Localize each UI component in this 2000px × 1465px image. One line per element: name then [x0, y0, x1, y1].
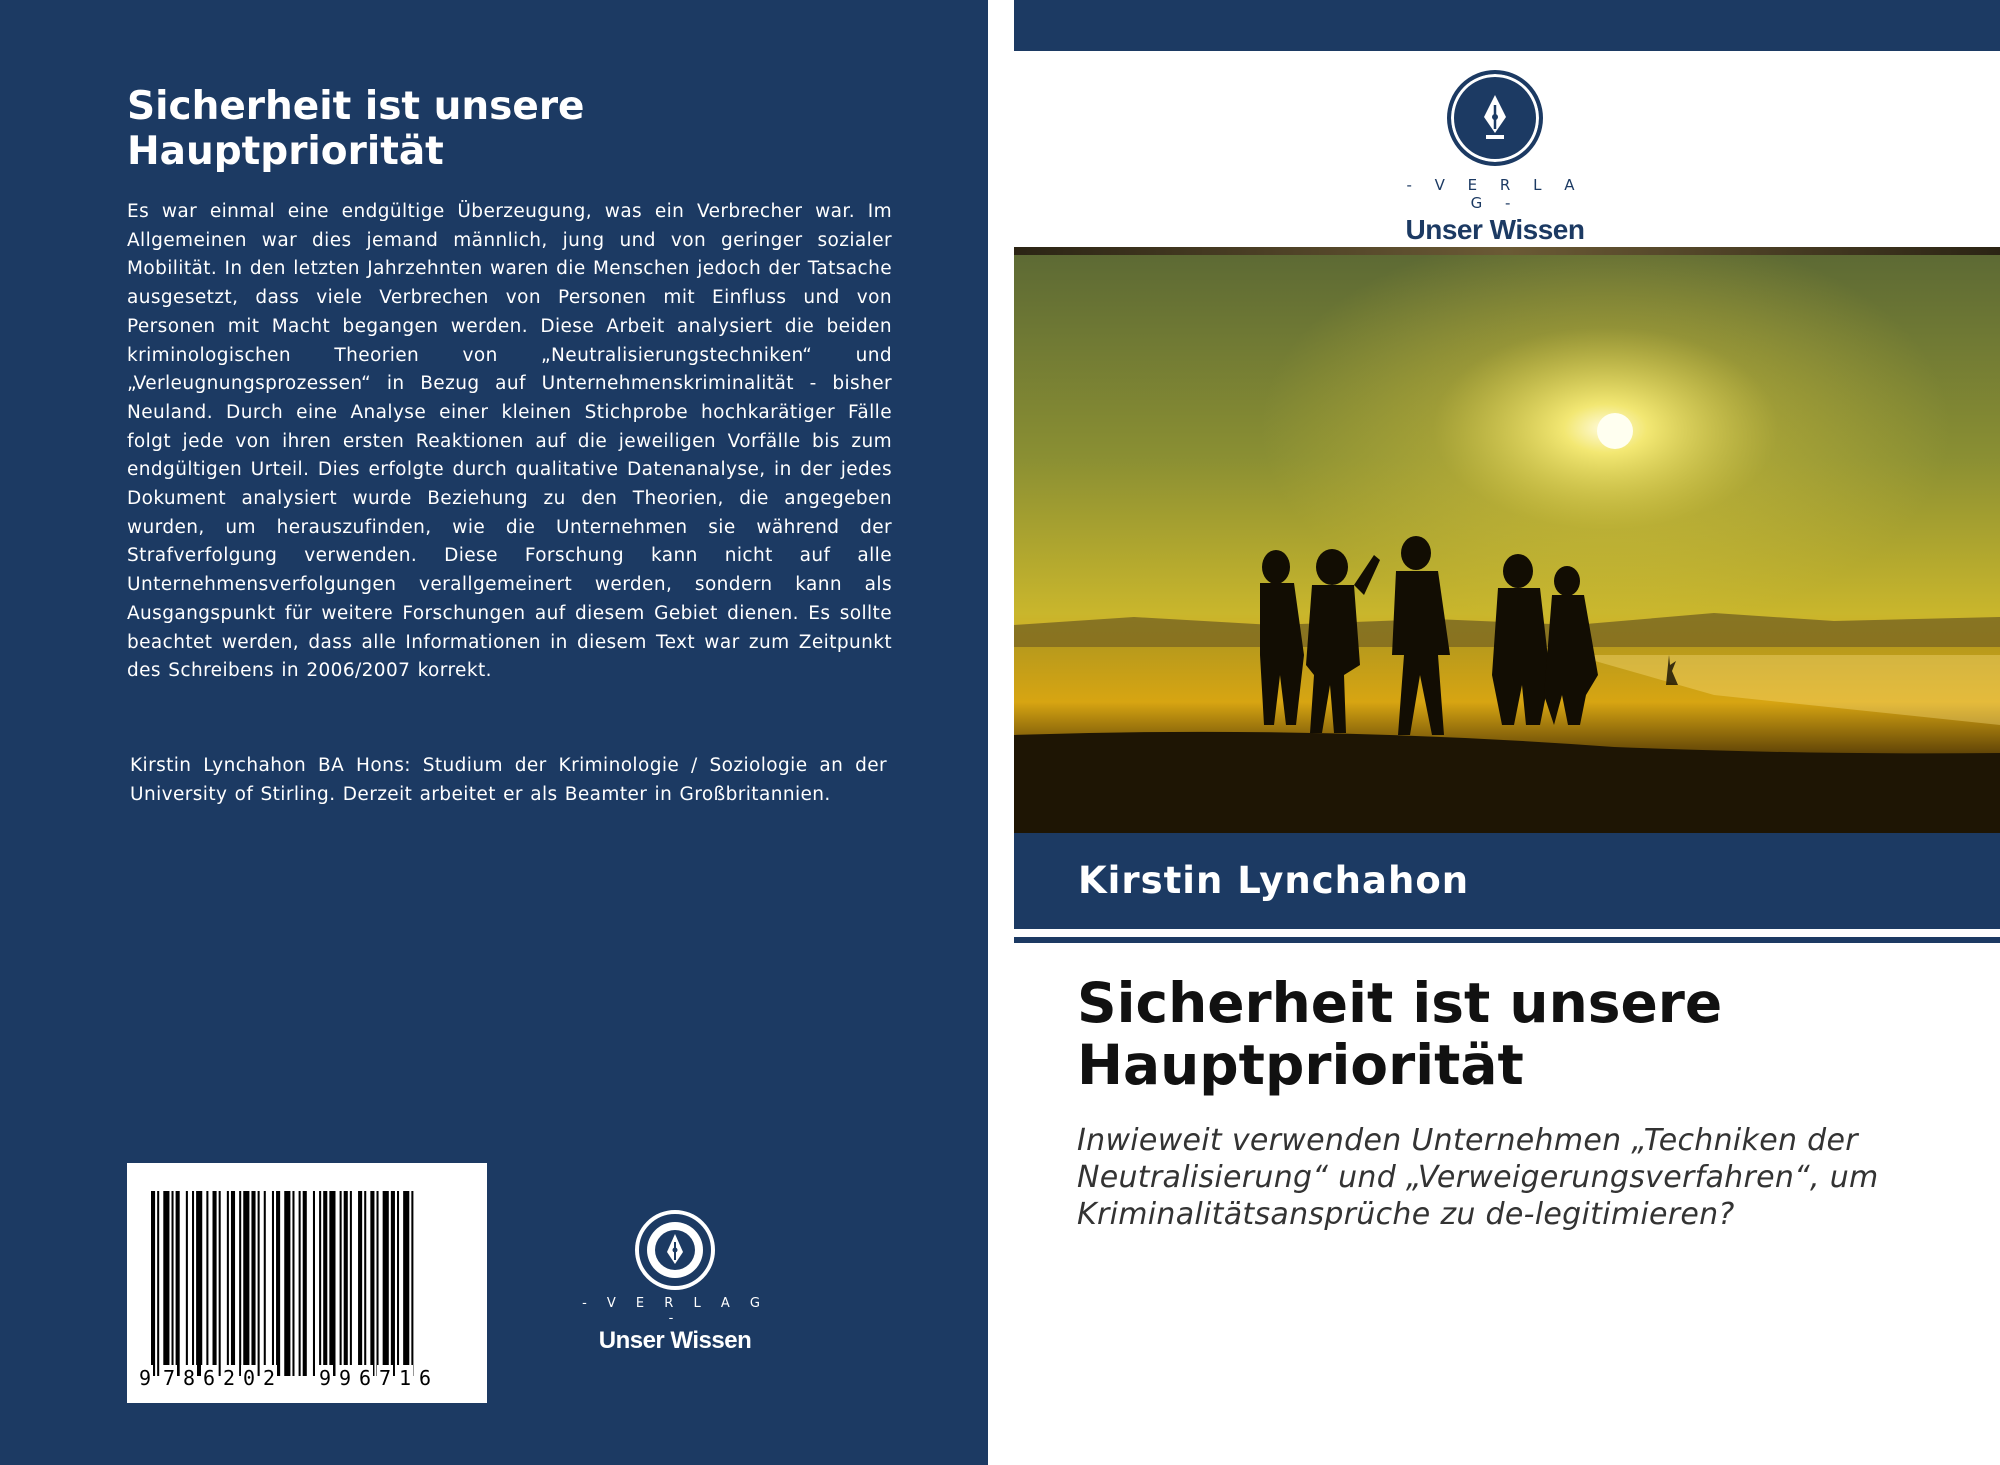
barcode-digit: 7 [379, 1366, 392, 1390]
sunset-silhouette-photo [1014, 255, 2000, 833]
barcode-bar [186, 1191, 188, 1376]
barcode-bar [344, 1191, 348, 1376]
front-top-bar [1014, 0, 2000, 51]
fountain-pen-nib-icon [1447, 70, 1543, 166]
fountain-pen-nib-icon [635, 1210, 715, 1290]
barcode-bar [411, 1191, 413, 1376]
photo-top-band [1014, 247, 2000, 255]
back-cover-title: Sicherheit ist unsere Hauptpriorität [127, 84, 585, 174]
barcode-bar [172, 1191, 174, 1376]
barcode-bar [323, 1191, 327, 1376]
barcode-bars [127, 1163, 487, 1403]
barcode-digit: 6 [203, 1366, 216, 1390]
barcode-bar [319, 1191, 321, 1376]
back-publisher-logo [575, 1210, 775, 1354]
barcode-bar [284, 1191, 290, 1376]
author-bio: Kirstin Lynchahon BA Hons: Studium der Kriminologie / Soziologie an der University of Stirling. Derzeit arbeitet er als Beamter in Großbritannien. [130, 755, 887, 805]
barcode-bar [151, 1191, 155, 1376]
barcode-bar [364, 1191, 366, 1376]
front-cover-subtitle: Inwieweit verwenden Unternehmen „Techniken der Neutralisierung“ und „Verweigerungsverfahren“, um Kriminalitätsansprüche zu de-legitimieren? [1077, 1123, 1879, 1232]
back-cover [0, 0, 988, 1465]
front-logo-publisher-name: Unser Wissen [1405, 214, 1585, 245]
barcode-bar [176, 1191, 180, 1376]
barcode-bar [251, 1191, 255, 1376]
barcode-bar [219, 1191, 221, 1376]
barcode-bar [350, 1191, 352, 1376]
barcode-bar [403, 1191, 409, 1376]
author-name: Kirstin Lynchahon [1078, 859, 1470, 902]
barcode-bar [358, 1191, 362, 1376]
back-logo-publisher-name: Unser Wissen [598, 1327, 752, 1354]
spine-gap [988, 0, 1014, 1465]
barcode-bar [272, 1191, 274, 1376]
barcode-digit: 9 [319, 1366, 332, 1390]
barcode-digit: 1 [399, 1366, 412, 1390]
barcode-bar [292, 1191, 294, 1376]
barcode-digit: 9 [139, 1366, 152, 1390]
barcode-bar [227, 1191, 229, 1376]
front-publisher-logo [1390, 70, 1600, 245]
barcode-bar [377, 1191, 379, 1376]
barcode-digit: 0 [243, 1366, 256, 1390]
barcode-bar [231, 1191, 235, 1376]
barcode-bar [340, 1191, 342, 1376]
back-cover-blurb: Es war einmal eine endgültige Überzeugung, was ein Verbrecher war. Im Allgemeinen war dies jemand männlich, jung und von geringer sozialer Mobilität. In den letzten Jahrzehnten waren die Menschen jedoch der Tatsache ausgesetzt, dass viele Verbrechen von Personen mit Einfluss und von Personen mit Macht begangen werden. Diese Arbeit analysiert die beiden kriminologischen Theorien von „Neutralisierungstechniken“ und „Verleugnungsprozessen“ in Bezug auf Unternehmenskriminalität - bisher Neuland. Durch eine Analyse einer kleinen Stichprobe hochkarätiger Fälle folgt jede von ihren ersten Reaktionen auf die jeweiligen Vorfälle bis zum endgültigen Urteil. Dies erfolgte durch qualitative Datenanalyse, in der jedes Dokument analysiert wurde Beziehung zu den Theorien, die angegeben wurden, um herauszufinden, wie die Unternehmen sie während der Strafverfolgung verwenden. Diese Forschung kann nicht auf alle Unternehmensverfolgungen verallgemeinert werden, sondern kann als Ausgangspunkt für weitere Forschungen auf diesem Gebiet dienen. Es sollte beachtet werden, dass alle Informationen in diesem Text war zum Zeitpunkt des Schreibens in 2006/2007 korrekt. [127, 201, 892, 682]
front-logo-verlag-label: - V E R L A G - [1406, 176, 1584, 212]
barcode-bar [303, 1191, 307, 1376]
barcode-bar [213, 1191, 217, 1376]
barcode-bar [299, 1191, 301, 1376]
barcode-bar [391, 1191, 395, 1376]
barcode-bar [157, 1191, 159, 1376]
barcode-bar [264, 1191, 266, 1376]
barcode-bar [313, 1191, 315, 1376]
barcode-digit: 2 [223, 1366, 236, 1390]
barcode-bar [206, 1191, 208, 1376]
author-bar [1014, 833, 2000, 929]
barcode-bar [276, 1191, 280, 1376]
barcode-bar [397, 1191, 399, 1376]
barcode-bar [258, 1191, 260, 1376]
barcode-digit: 9 [339, 1366, 352, 1390]
barcode-bar [163, 1191, 169, 1376]
isbn-barcode [127, 1163, 487, 1403]
barcode-bar [243, 1191, 249, 1376]
barcode-digit: 8 [183, 1366, 196, 1390]
back-logo-verlag-label: - V E R L A G - [582, 1296, 768, 1326]
front-cover-title: Sicherheit ist unsere Hauptpriorität [1077, 971, 1723, 1097]
barcode-digit: 6 [359, 1366, 372, 1390]
barcode-digit: 7 [163, 1366, 176, 1390]
barcode-bar [383, 1191, 389, 1376]
barcode-bar [192, 1191, 194, 1376]
barcode-bar [196, 1191, 202, 1376]
front-divider-rule [1014, 937, 2000, 943]
barcode-digit: 2 [263, 1366, 276, 1390]
barcode-bar [239, 1191, 241, 1376]
barcode-bar [370, 1191, 374, 1376]
barcode-bar [329, 1191, 335, 1376]
barcode-digit: 6 [419, 1366, 432, 1390]
